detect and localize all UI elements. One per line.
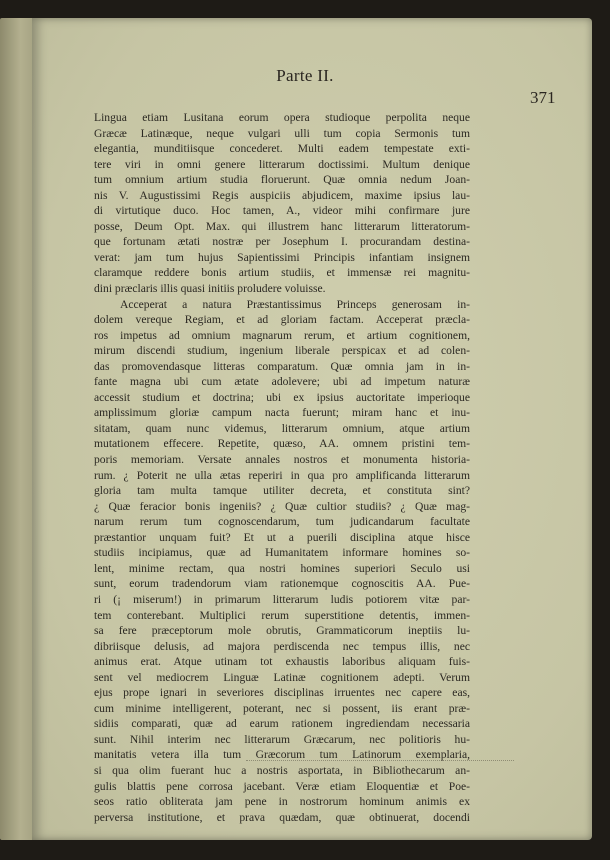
text-line: gulis blattis pene corrosa jacebant. Veræ etiam Eloquentiæ et Poe-: [94, 779, 470, 793]
text-line: das promovendasque litteras comparatum. Quæ omnia jam in in-: [94, 359, 470, 373]
text-line: dini præclaris illis quasi initiis proludere voluisse.: [94, 282, 326, 296]
running-head: Parte II.: [276, 66, 334, 85]
text-line: ¿ Quæ feracior bonis ingeniis? ¿ Quæ cultior studiis? ¿ Quæ mag-: [94, 499, 470, 513]
text-line: nis V. Augustissimi Regis auspiciis abjudicem, maxime ipsius lau-: [94, 188, 470, 202]
text-line: posse, Deum Opt. Max. qui illustrem hanc litterarum litteratorum-: [94, 219, 470, 233]
text-line: manitatis vetera illa tum Græcorum tum Latinorum exemplaria,: [94, 748, 470, 762]
text-line: tum omnium artium studia floruerunt. Quæ omnia nedum Joan-: [94, 173, 470, 187]
text-line: accessit studium et doctrina; ubi ex ipsius auctoritate imperioque: [94, 390, 470, 404]
text-line: sa fere præceptorum mole obrutis, Grammaticorum ineptiis lu-: [94, 624, 470, 638]
text-line: studiis incipiamus, quæ ad Humanitatem informare homines so-: [94, 546, 470, 560]
text-line: ros impetus ad omnium magnarum rerum, et artium cognitionem,: [94, 328, 470, 342]
text-line: sent vel mediocrem Linguæ Latinæ cognitionem adepti. Verum: [94, 670, 470, 684]
text-line: tem conterebant. Multiplici rerum superstitione detentis, immen-: [94, 608, 470, 622]
text-line: sunt. Nihil interim nec litterarum Græcarum, nec politioris hu-: [94, 732, 470, 746]
text-line: tere viri in omni genere litterarum doctissimi. Multum denique: [94, 157, 470, 171]
text-line: seos ratio obliterata jam pene in nostrorum hominum animis ex: [94, 795, 470, 809]
text-line: sitatam, quam nunc videmus, litterarum omnium, atque artium: [94, 421, 470, 435]
text-line: ejus prope ignari in severiores disciplinas irruentes nec capere eas,: [94, 686, 470, 700]
text-line: elegantia, munditiisque concederet. Multi eadem tempestate exti-: [94, 142, 470, 156]
paragraph-start-line: Acceperat a natura Præstantissimus Princeps generosam in-: [120, 297, 470, 311]
text-line: cum minime intelligerent, poterant, nec si possent, iis erant præ-: [94, 701, 470, 715]
text-line: amplissimum gloriæ campum nacta fuerunt; miram hanc et inu-: [94, 406, 470, 420]
text-line: sidiis comparati, quæ ad earum rationem ingrediendam necessaria: [94, 717, 470, 731]
text-line: claramque reddere bonis artium studiis, et immensæ rei magnitu-: [94, 266, 470, 280]
text-line: mirum discendi studium, ingenium liberale perspicax et ad colen-: [94, 344, 470, 358]
text-line: narum rerum tum cognoscendarum, tum judicandarum facultate: [94, 515, 470, 529]
bottom-dotted-rule: [246, 760, 514, 761]
text-line: præstantior unquam fuit? Et ut a puerili disciplina atque hisce: [94, 530, 470, 544]
text-line: Græcæ Latinæque, neque vulgari ulli tum copia Sermonis tum: [94, 126, 470, 140]
text-line: si qua olim fuerant huc a nostris asportata, in Bibliothecarum an-: [94, 763, 470, 777]
text-line: sunt, eorum tradendorum viam rationemque cognoscitis AA. Pue-: [94, 577, 470, 591]
body-text: [94, 110, 470, 825]
text-line: poris memoriam. Versate annales nostros et monumenta historia-: [94, 453, 470, 467]
left-page-edge: [0, 18, 34, 840]
page-number: 371: [530, 88, 556, 107]
text-line: rum. ¿ Poterit ne ulla ætas reperiri in qua pro amplificanda litterarum: [94, 468, 470, 482]
text-line: animus erat. Atque utinam tot exhaustis laboribus aliquam fuis-: [94, 655, 470, 669]
text-line: gloria tam multa tamque utiliter decreta, et constituta sint?: [94, 484, 470, 498]
text-line: mutationem effecere. Repetite, quæso, AA. omnem pristini tem-: [94, 437, 470, 451]
text-line: dolem vereque Regiam, et ad gloriam factam. Acceperat præcla-: [94, 313, 470, 327]
text-line: fante magna ubi cum ætate adolevere; ubi ad impetum naturæ: [94, 375, 470, 389]
text-line: di virtutique duco. Hoc tamen, A., videor mihi confirmare jure: [94, 204, 470, 218]
text-line: que fortunam ætati nostræ per Josephum I. procurandam destina-: [94, 235, 470, 249]
text-line: perversa institutione, et prava quædam, quæ obtinuerat, docendi: [94, 810, 470, 824]
text-line: Lingua etiam Lusitana eorum opera studioque perpolita neque: [94, 111, 470, 124]
text-line: dibriisque delusis, ad majora perdiscenda nec tempus illis, nec: [94, 639, 470, 653]
text-line: lent, minime rectam, qua nostri homines superiori Seculo usi: [94, 561, 470, 575]
text-line: ri (¡ miserum!) in primarum litterarum ludis potiorem vitæ par-: [94, 592, 470, 606]
text-line: verat: jam tum hujus Sapientissimi Principis infantiam insignem: [94, 250, 470, 264]
